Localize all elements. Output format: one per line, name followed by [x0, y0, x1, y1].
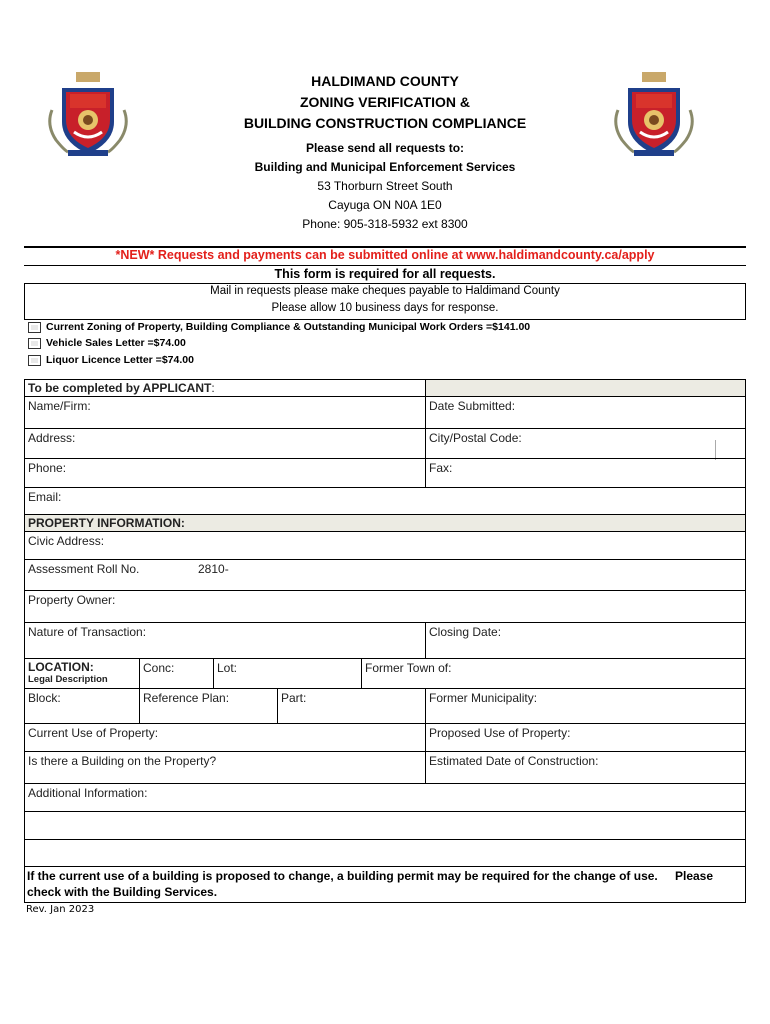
- applicant-heading: To be completed by APPLICANT:: [24, 379, 426, 397]
- mail-instructions-box: [24, 283, 746, 320]
- current-use-field[interactable]: Current Use of Property:: [24, 723, 426, 752]
- haldimand-crest-right-icon: [612, 70, 696, 158]
- mail-line-2: Please allow 10 business days for response.: [271, 302, 499, 314]
- checkbox-icon[interactable]: [28, 322, 41, 333]
- option-zoning[interactable]: [28, 321, 530, 333]
- proposed-use-field[interactable]: Proposed Use of Property:: [425, 723, 746, 752]
- change-of-use-note-line-1: If the current use of a building is proposed to change, a building permit may be required for the change of use.: [27, 869, 658, 883]
- building-on-property-field[interactable]: Is there a Building on the Property?: [24, 751, 426, 784]
- option-vehicle-label: Vehicle Sales Letter =$74.00: [46, 337, 186, 349]
- legal-description-label: Legal Description: [28, 674, 108, 685]
- conc-field[interactable]: Conc:: [139, 658, 214, 689]
- department-text: Building and Municipal Enforcement Services: [254, 160, 516, 174]
- city-text: Cayuga ON N0A 1E0: [328, 198, 442, 212]
- location-label: LOCATION:: [28, 660, 94, 674]
- mail-line-1: Mail in requests please make cheques payable to Haldimand County: [210, 285, 560, 297]
- applicant-heading-shade: [425, 379, 746, 397]
- former-town-field[interactable]: Former Town of:: [361, 658, 746, 689]
- change-of-use-note-line-2: check with the Building Services.: [27, 885, 218, 899]
- property-owner-field[interactable]: Property Owner:: [24, 590, 746, 623]
- option-vehicle-sales[interactable]: [28, 337, 186, 349]
- civic-address-field[interactable]: Civic Address:: [24, 531, 746, 560]
- text-cursor: [715, 440, 716, 460]
- nature-of-transaction-field[interactable]: Nature of Transaction:: [24, 622, 426, 659]
- property-heading: PROPERTY INFORMATION:: [24, 514, 746, 532]
- block-field[interactable]: Block:: [24, 688, 140, 724]
- fax-field[interactable]: Fax:: [425, 458, 746, 488]
- title-line-2: ZONING VERIFICATION &: [299, 94, 471, 110]
- location-label-cell: [24, 658, 140, 689]
- title-line-3: BUILDING CONSTRUCTION COMPLIANCE: [243, 115, 527, 131]
- online-notice: *NEW* Requests and payments can be submitted online at www.haldimandcounty.ca/apply: [115, 248, 655, 262]
- divider-mid: [24, 265, 746, 266]
- additional-information-line-2[interactable]: [24, 811, 746, 840]
- part-field[interactable]: Part:: [277, 688, 426, 724]
- required-notice: This form is required for all requests.: [274, 267, 496, 281]
- lot-field[interactable]: Lot:: [213, 658, 362, 689]
- checkbox-icon[interactable]: [28, 338, 41, 349]
- title-line-1: HALDIMAND COUNTY: [311, 73, 459, 89]
- address-field[interactable]: Address:: [24, 428, 426, 459]
- email-field[interactable]: Email:: [24, 487, 746, 515]
- phone-field[interactable]: Phone:: [24, 458, 426, 488]
- former-municipality-field[interactable]: Former Municipality:: [425, 688, 746, 724]
- phone-text: Phone: 905-318-5932 ext 8300: [302, 217, 468, 231]
- contact-block: [150, 139, 620, 234]
- date-submitted-field[interactable]: Date Submitted:: [425, 396, 746, 429]
- additional-information-line-3[interactable]: [24, 839, 746, 867]
- assessment-roll-field[interactable]: Assessment Roll No. 2810-: [24, 559, 746, 591]
- option-liquor-licence[interactable]: [28, 354, 194, 366]
- haldimand-crest-left-icon: [46, 70, 130, 158]
- city-postal-field[interactable]: City/Postal Code:: [425, 428, 746, 459]
- checkbox-icon[interactable]: [28, 355, 41, 366]
- name-firm-field[interactable]: Name/Firm:: [24, 396, 426, 429]
- closing-date-field[interactable]: Closing Date:: [425, 622, 746, 659]
- additional-information-field[interactable]: Additional Information:: [24, 783, 746, 812]
- change-of-use-note-please: Please: [675, 869, 714, 883]
- street-text: 53 Thorburn Street South: [317, 179, 453, 193]
- option-zoning-label: Current Zoning of Property, Building Compliance & Outstanding Municipal Work Orders =$141.00: [46, 321, 531, 333]
- option-liquor-label: Liquor Licence Letter =$74.00: [46, 354, 194, 366]
- revision-date: Rev. Jan 2023: [26, 904, 95, 915]
- roll-prefix: 2810-: [198, 562, 229, 576]
- reference-plan-field[interactable]: Reference Plan:: [139, 688, 278, 724]
- send-to-text: Please send all requests to:: [305, 141, 465, 155]
- form-title: [150, 71, 620, 134]
- estimated-construction-date-field[interactable]: Estimated Date of Construction:: [425, 751, 746, 784]
